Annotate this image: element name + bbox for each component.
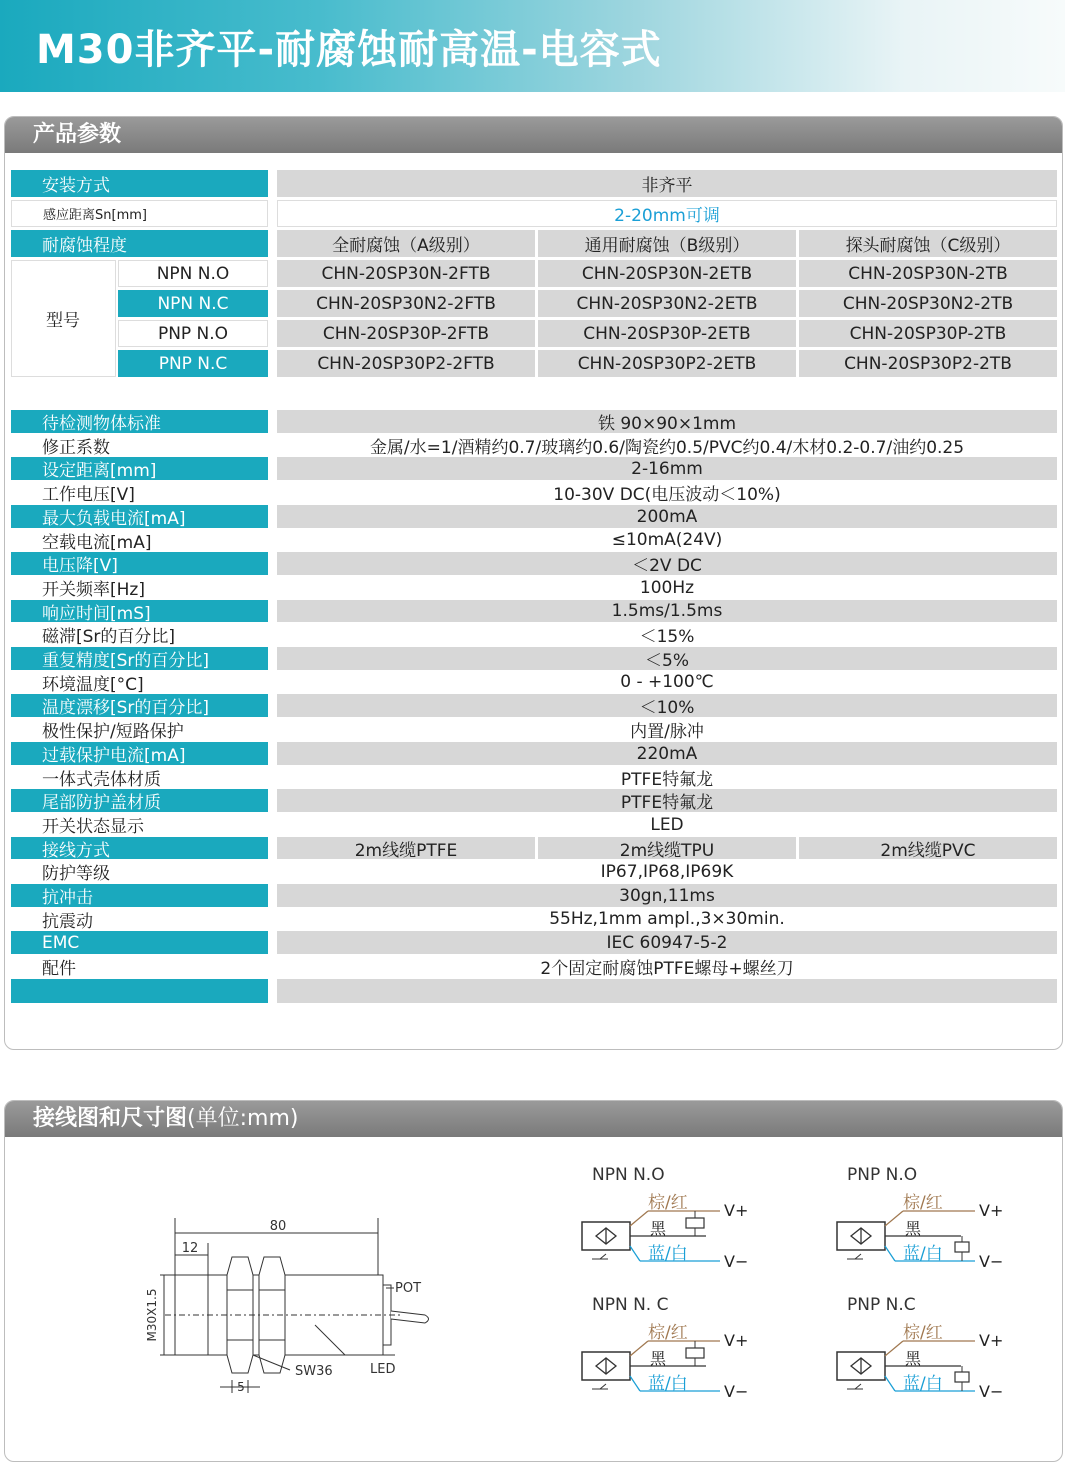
spec-value: ＜10% [277,694,1057,717]
spec-value: 2个固定耐腐蚀PTFE螺母+螺丝刀 [277,955,1057,978]
spec-label: 一体式壳体材质 [11,766,268,788]
dim-thread: 12 [181,1241,199,1256]
table-end-bar [277,979,1057,1003]
wire-black-label: 黑 [650,1219,667,1238]
spec-label: 抗冲击 [11,884,268,907]
model-code: CHN-20SP30P2-2FTB [277,350,535,377]
spec-value: 2m线缆TPU [538,837,796,859]
install-value: 非齐平 [277,170,1057,197]
spec-label: 开关频率[Hz] [11,576,268,599]
vminus-label: V− [724,1382,749,1401]
sensing-label: 感应距离Sn[mm] [11,200,268,227]
model-code: CHN-20SP30N-2ETB [538,260,796,287]
spec-value: 2-16mm [277,457,1057,480]
spec-value: ＜2V DC [277,552,1057,575]
vplus-label: V+ [979,1331,1004,1350]
spec-value: 100Hz [277,576,1057,599]
wiring-diagram [578,1160,768,1275]
model-code: CHN-20SP30N2-2ETB [538,290,796,317]
spec-label: 开关状态显示 [11,813,268,836]
wiring-title: NPN N. C [592,1295,669,1315]
dim-pot: POT [395,1281,422,1296]
vminus-label: V− [979,1252,1004,1271]
sensing-value: 2-20mm可调 [277,200,1057,227]
spec-value: IEC 60947-5-2 [277,931,1057,954]
wiring-heading-unit: (单位:mm) [187,1106,299,1131]
grade-label: 耐腐蚀程度 [11,230,268,257]
model-type-0: NPN N.O [118,260,268,287]
model-type-2: PNP N.O [118,320,268,347]
spec-label: 尾部防护盖材质 [11,789,268,812]
dim-nut-gap: 5 [237,1380,245,1394]
spec-value: PTFE特氟龙 [277,789,1057,812]
spec-label: 工作电压[V] [11,481,268,504]
spec-value: 30gn,11ms [277,884,1057,907]
spec-value: 55Hz,1mm ampl.,3×30min. [277,908,1057,930]
grade-col-a: 全耐腐蚀（A级别） [277,230,535,257]
wire-brown-label: 棕/红 [903,1323,943,1343]
model-code: CHN-20SP30P-2FTB [277,320,535,347]
spec-label: 待检测物体标准 [11,410,268,433]
dim-diameter: M30X1.5 [145,1288,159,1342]
model-type-3: PNP N.C [118,350,268,377]
dimension-drawing [140,1215,440,1400]
spec-label: 接线方式 [11,837,268,859]
spec-label: 设定距离[mm] [11,457,268,480]
section-heading-wiring [5,1101,1062,1137]
model-code: CHN-20SP30P2-2TB [799,350,1057,377]
spec-label: 响应时间[mS] [11,600,268,622]
model-code: CHN-20SP30N-2TB [799,260,1057,287]
title-banner [0,0,1065,92]
wire-blue-label: 蓝/白 [648,1244,688,1264]
spec-value: 2m线缆PVC [799,837,1057,859]
wire-blue-label: 蓝/白 [648,1374,688,1394]
vplus-label: V+ [724,1331,749,1350]
wiring-diagram [578,1290,768,1405]
wire-brown-label: 棕/红 [903,1193,943,1213]
spec-value: ＜5% [277,647,1057,670]
spec-label: 重复精度[Sr的百分比] [11,647,268,670]
wire-blue-label: 蓝/白 [903,1244,943,1264]
vplus-label: V+ [979,1201,1004,1220]
spec-label: 最大负载电流[mA] [11,505,268,528]
model-code: CHN-20SP30N2-2FTB [277,290,535,317]
spec-label: 防护等级 [11,860,268,883]
wiring-title: NPN N.O [592,1165,665,1185]
spec-label: 电压降[V] [11,552,268,575]
model-code: CHN-20SP30N2-2TB [799,290,1057,317]
wiring-diagram [833,1160,1023,1275]
dim-led: LED [370,1362,396,1377]
spec-value: 1.5ms/1.5ms [277,600,1057,622]
spec-label: 修正系数 [11,434,268,456]
grade-col-c: 探头耐腐蚀（C级别） [799,230,1057,257]
section-heading-params: 产品参数 [5,117,1062,153]
wire-blue-label: 蓝/白 [903,1374,943,1394]
vplus-label: V+ [724,1201,749,1220]
spec-label: 极性保护/短路保护 [11,718,268,741]
spec-value: 10-30V DC(电压波动＜10%) [277,481,1057,504]
vminus-label: V− [979,1382,1004,1401]
dim-sw: SW36 [295,1364,333,1379]
model-label: 型号 [11,260,116,377]
spec-value: 200mA [277,505,1057,528]
spec-value: IP67,IP68,IP69K [277,860,1057,883]
wire-brown-label: 棕/红 [648,1193,688,1213]
wire-brown-label: 棕/红 [648,1323,688,1343]
wire-black-label: 黑 [905,1219,922,1238]
spec-value: ＜15% [277,623,1057,646]
install-label: 安装方式 [11,170,268,197]
table-end-bar [11,979,268,1003]
page-title: M30非齐平-耐腐蚀耐高温-电容式 [36,27,662,73]
spec-label: EMC [11,931,268,954]
vminus-label: V− [724,1252,749,1271]
spec-value: PTFE特氟龙 [277,766,1057,788]
model-type-1: NPN N.C [118,290,268,317]
spec-value: ≤10mA(24V) [277,529,1057,551]
spec-value: 金属/水=1/酒精约0.7/玻璃约0.6/陶瓷约0.5/PVC约0.4/木材0.2-0.7/油约0.25 [277,434,1057,456]
wire-black-label: 黑 [650,1349,667,1368]
grade-col-b: 通用耐腐蚀（B级别） [538,230,796,257]
wiring-title: PNP N.O [847,1165,918,1185]
spec-value: 0 - +100℃ [277,671,1057,693]
model-code: CHN-20SP30P-2TB [799,320,1057,347]
model-code: CHN-20SP30P2-2ETB [538,350,796,377]
spec-label: 环境温度[°C] [11,671,268,693]
spec-label: 配件 [11,955,268,978]
spec-value: 内置/脉冲 [277,718,1057,741]
wiring-diagram [833,1290,1023,1405]
spec-label: 磁滞[Sr的百分比] [11,623,268,646]
model-code: CHN-20SP30P-2ETB [538,320,796,347]
spec-label: 温度漂移[Sr的百分比] [11,694,268,717]
spec-value: 220mA [277,742,1057,765]
wiring-title: PNP N.C [847,1295,916,1315]
spec-label: 抗震动 [11,908,268,930]
spec-label: 过载保护电流[mA] [11,742,268,765]
spec-label: 空载电流[mA] [11,529,268,551]
spec-value: 铁 90×90×1mm [277,410,1057,433]
dim-length: 80 [269,1219,287,1234]
spec-value: LED [277,813,1057,836]
spec-value: 2m线缆PTFE [277,837,535,859]
wiring-heading-text: 接线图和尺寸图 [33,1106,188,1131]
wire-black-label: 黑 [905,1349,922,1368]
model-code: CHN-20SP30N-2FTB [277,260,535,287]
